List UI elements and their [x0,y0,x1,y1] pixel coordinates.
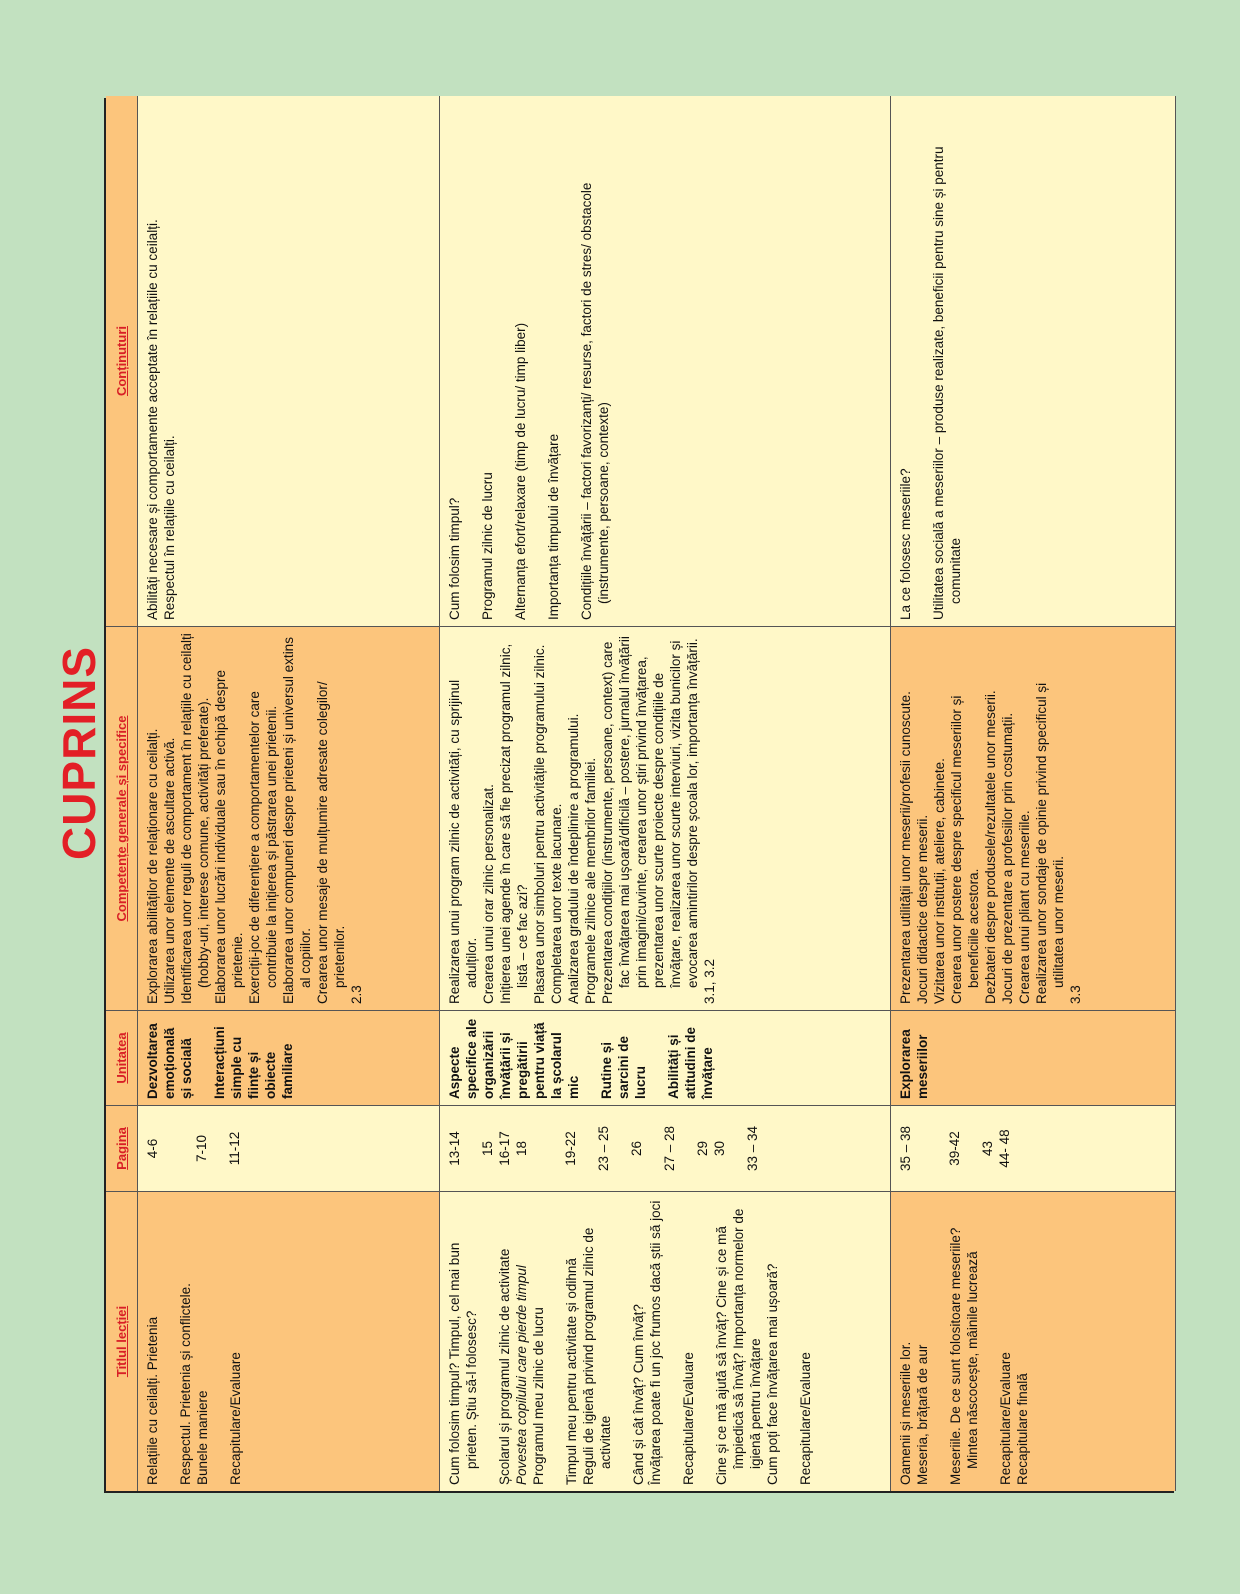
lesson-title: Oamenii și meseriile lor. [898,1341,913,1485]
lesson-title [547,1198,563,1485]
page-number: 30 [712,1140,727,1157]
competence-item: Explorarea abilităților de relaționare cu ceilalți. [145,728,160,1004]
page-number: 15 [480,1140,495,1157]
lesson-title: Recapitulare/Evaluare [998,1352,1013,1485]
lesson-title: Meseria, brățară de aur [915,1344,930,1485]
lesson-title: Recapitulare/Evaluare [681,1352,696,1485]
page-number [678,1112,694,1185]
page-number [612,1112,628,1185]
contents-cell [891,96,1176,626]
contents-cell [138,96,440,626]
content-item: Condițiile învățării – factori favorizanți/ resurse, factori de stres/ obstacole (instrumente, persoane, contexte) [579,182,611,620]
lesson-title [931,1198,947,1485]
unit-name: Dezvoltarea emoțională și socială [145,1023,194,1099]
content-item: La ce folosesc meseriile? [898,468,913,620]
page-number: 11-12 [227,1131,242,1166]
content-item: Respectul în relațiile cu ceilalți. [162,435,177,620]
page-number: 39-42 [947,1131,962,1166]
page-number: 23 – 25 [596,1125,611,1172]
unit-name: Explorarea meseriilor [898,1029,930,1099]
page-number: 27 – 28 [662,1125,677,1172]
competence-item: Jocuri didactice despre meserii. [915,814,930,1004]
content-item: Alternanța efort/relaxare (timp de lucru/ timp liber) [513,322,528,620]
page-number: 19-22 [563,1131,578,1166]
lesson-title: Recapitulare finală [1015,1373,1030,1485]
lesson-title: Respectul. Prietenia și conflictele. [178,1283,193,1485]
lesson-cell [138,1191,440,1491]
lesson-title: Reguli de igienă privind programul zilnic de activitate [581,1227,613,1485]
competence-item: 3.3 [1068,985,1083,1004]
content-item: Programul zilnic de lucru [480,472,495,620]
competence-item: Crearea unui pliant cu meseriile. [1017,810,1032,1004]
header-page: Pagina [106,1105,138,1191]
lesson-title: Bunele maniere [195,1390,210,1485]
competence-item: Elaborarea unor lucrări individuale sau în echipă despre prietenie. [213,670,245,1004]
page-number [210,1112,226,1185]
page-number: 29 [695,1140,710,1157]
competence-item: Identificarea unor reguli de comportament în relațiile cu ceilalți (hobby-uri, interese comune, activități preferate). [179,633,211,1004]
lesson-title: Relațiile cu ceilalți. Prietenia [145,1316,160,1485]
page-number [177,1112,193,1185]
page-number [530,1112,546,1185]
page-number: 35 – 38 [898,1125,913,1172]
page-number: 18 [514,1140,529,1157]
page-number [463,1112,479,1185]
competence-item: Crearea unor mesaje de mulțumire adresate colegilor/ prietenilor. [315,681,347,1004]
competences-cell [440,626,891,1010]
page-number: 26 [629,1140,644,1157]
page-number: 4-6 [145,1138,160,1159]
lesson-title: Cine și ce mă ajută să învăț? Cine și ce mă împiedică să învăț? Importanța normelor de igienă pentru învățare [714,1208,763,1485]
page-number [579,1112,595,1185]
competence-item: Crearea unui orar zilnic personalizat. [481,784,496,1004]
page-number: 43 [980,1140,995,1157]
header-lesson-title: Titlul lecției [106,1191,138,1491]
page-number [963,1112,979,1185]
unit-name [195,1017,211,1099]
header-contents: Conținuturi [106,96,138,626]
unit-name: Abilități și atitudini de învățare [666,1027,715,1099]
competence-item: Plasarea unor simboluri pentru activitățile programului zilnic. [532,644,547,1004]
competence-item: Vizitarea unor instituții, ateliere, cabinete. [932,758,947,1004]
lesson-title: Recapitulare/Evaluare [228,1352,243,1485]
page-title: CUPRINS [53,645,105,861]
header-competences: Competențe generale și specifice [106,626,138,1010]
page-cell [891,1105,1176,1191]
content-item [529,102,545,620]
lesson-title: Programul meu zilnic de lucru [531,1307,546,1485]
competence-item: Analizarea gradului de îndeplinire a programului. [566,713,581,1004]
content-item: Utilitatea socială a meseriilor – produse realizate, beneficii pentru sine și pentru comunitate [931,146,963,620]
lesson-title: Când și cât învăț? Cum învăț? [631,1304,646,1485]
contents-cell [440,96,891,626]
page-number: 13-14 [447,1131,462,1166]
competence-item: Jocuri de prezentare a profesiilor prin costumații. [1000,712,1015,1004]
page-number [645,1112,661,1185]
competence-item: Completarea unor texte lacunare. [549,803,564,1004]
competence-item: 2.3 [349,985,364,1004]
page-number: 44- 48 [997,1129,1012,1168]
unit-cell [891,1010,1176,1105]
page-number [930,1112,946,1185]
unit-name: Rutine și sarcini de lucru [599,1035,648,1099]
competences-cell [891,626,1176,1010]
unit-name: Interacțiuni simple cu ființe și obiecte familiare [212,1026,295,1099]
page-number [914,1112,930,1185]
unit-cell [440,1010,891,1105]
rotated-page [53,98,1174,1493]
lesson-cell [891,1191,1176,1491]
page-cell [138,1105,440,1191]
competence-item: Inițierea unei agende în care să fie precizat programul zilnic, listă – ce fac azi? [498,643,530,1004]
lesson-title [664,1198,680,1485]
page-number [728,1112,744,1185]
lesson-title [614,1198,630,1485]
unit-name [582,1017,598,1099]
unit-name [649,1017,665,1099]
lesson-title [981,1198,997,1485]
lesson-title [211,1198,227,1485]
lesson-title [697,1198,713,1485]
lesson-cell [440,1191,891,1491]
contents-table [104,98,1174,1493]
lesson-title [480,1198,496,1485]
page-cell [440,1105,891,1191]
competence-item: Realizarea unui program zilnic de activități, cu sprijinul adulților. [447,679,479,1004]
content-item [463,102,479,620]
lesson-title [781,1198,797,1485]
lesson-title: Meseriile. De ce sunt folositoare meseriile? Mintea născocește, mâinile lucrează [948,1227,980,1485]
lesson-title: Povestea copilului care pierde timpul [514,1265,529,1485]
competences-cell [138,626,440,1010]
lesson-title: Școlarul și programul zilnic de activitate [497,1248,512,1485]
content-item: Cum folosim timpul? [447,497,462,620]
competence-item: Programele zilnice ale membrilor familiei. [583,757,598,1004]
unit-cell [138,1010,440,1105]
header-unit: Unitatea [106,1010,138,1105]
lesson-title: Cum folosim timpul? Timpul, cel mai bun prieten. Știu să-l folosesc? [447,1242,479,1485]
lesson-title: Timpul meu pentru activitate și odihnă [564,1258,579,1485]
competence-item: Crearea unor postere despre specificul meseriilor și beneficiile acestora. [949,695,981,1004]
competence-item: Utilizarea unor elemente de ascultare activă. [162,737,177,1004]
unit-name: Aspecte specifice ale organizării învățării și pregătirii pentru viață la școlarul mic [447,1018,581,1099]
content-item: Importanța timpului de învățare [546,433,561,620]
lesson-title: Învățarea poate fi un joc frumos dacă știi să joci [648,1200,663,1485]
page-number [161,1112,177,1185]
content-item [914,102,930,620]
competence-item: Elaborarea unor compuneri despre prieteni și universul extins al copiilor. [281,637,313,1004]
competence-item: Prezentarea utilității unor meserii/profesii cunoscute. [898,691,913,1004]
competence-item: 3.1, 3.2 [702,958,717,1004]
page-number: 7-10 [194,1134,209,1163]
competence-item: Realizarea unor sondaje de opinie privind specificul și utilitatea unor meserii. [1034,682,1066,1004]
competence-item: Prezentarea condițiilor (instrumente, persoane, context) care fac învățarea mai ușoară/dificilă – postere, jurnalul învățării prin imagini/cuvinte, crearea unor știri privind învățarea, prezentarea unor scurte proiecte despre condițiile de învățare, realizarea unor scurte interviuri, vizita bunicilor și evocarea amintirilor despre școala lor, importanța învățării. [600,636,700,1004]
competence-item: Dezbateri despre produsele/rezultatele unor meserii. [983,690,998,1004]
lesson-title [161,1198,177,1485]
lesson-title: Cum poți face învățarea mai ușoară? [765,1263,780,1485]
competence-item: Exerciții-joc de diferențiere a comportamentelor care contribuie la inițierea și păstrarea unei prietenii. [247,691,279,1004]
page-number [546,1112,562,1185]
page-number: 33 – 34 [745,1125,760,1172]
content-item [562,102,578,620]
content-item: Abilități necesare și comportamente acceptate în relațiile cu ceilalți. [145,219,160,620]
page-number: 16-17 [497,1131,512,1166]
lesson-title: Recapitulare/Evaluare [798,1352,813,1485]
content-item [496,102,512,620]
